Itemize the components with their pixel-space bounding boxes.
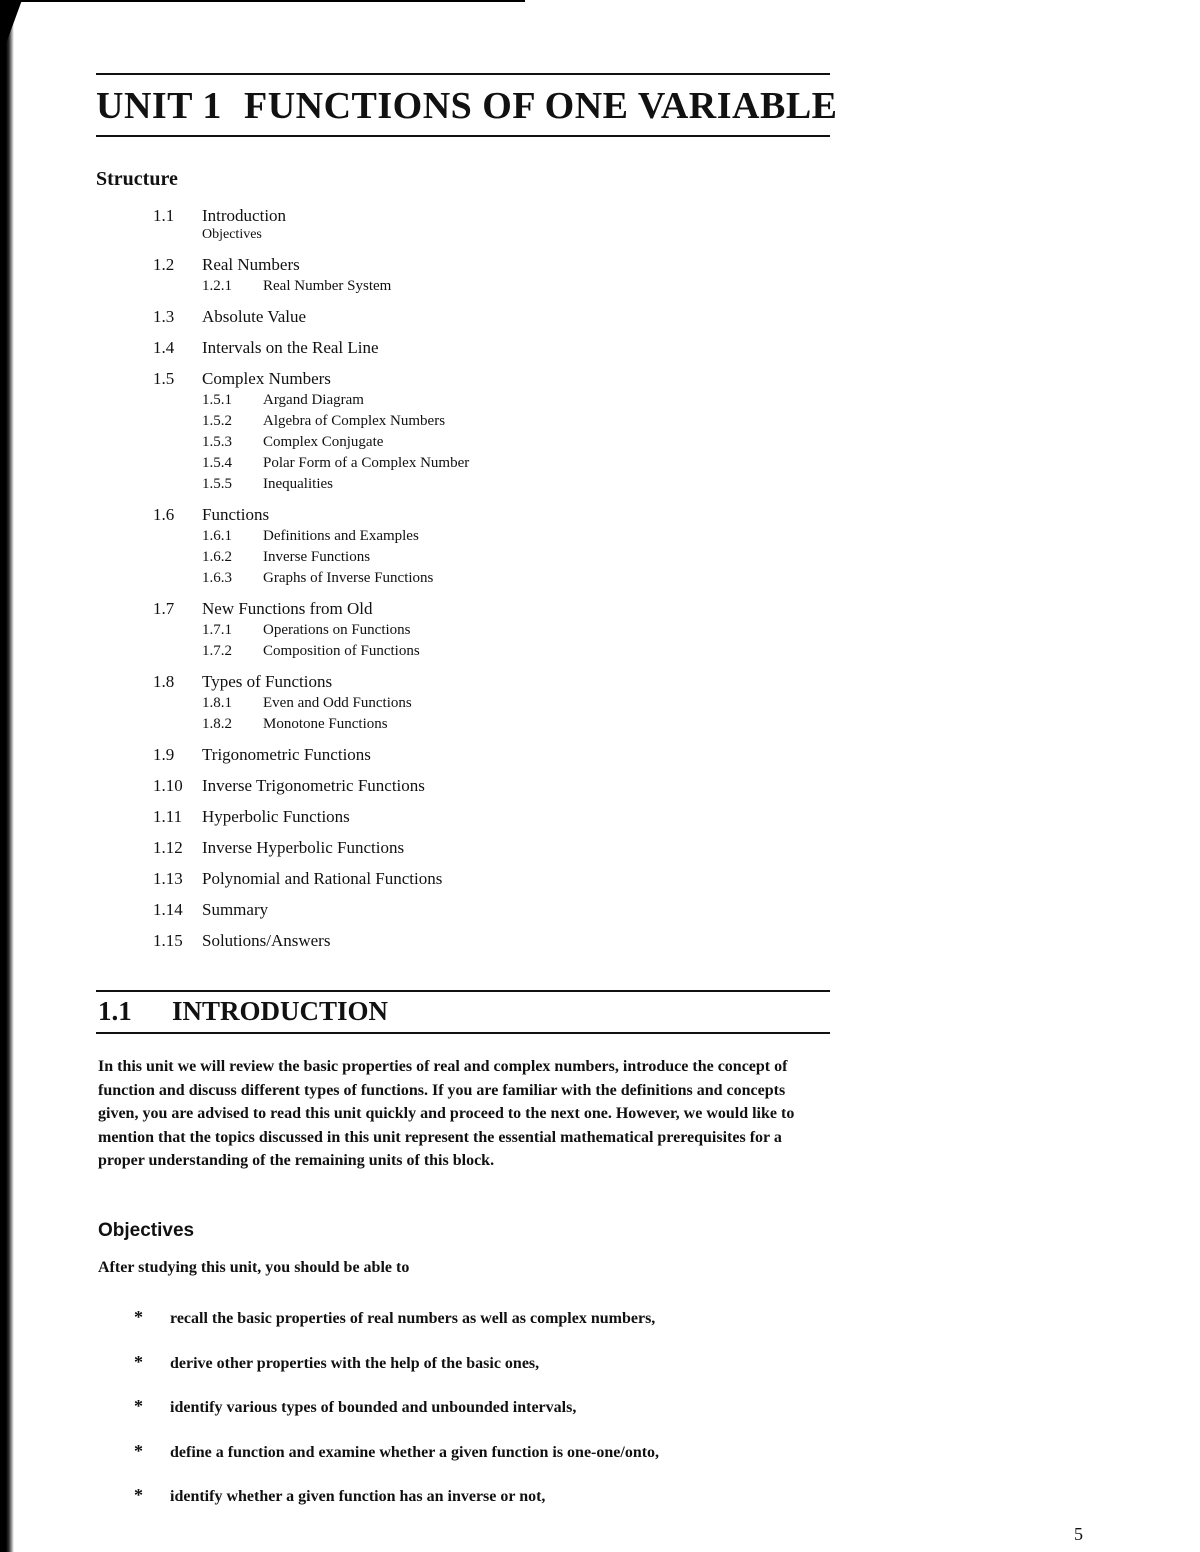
toc-entry-number: 1.11 xyxy=(153,807,183,826)
toc-subentry-number: 1.5.3 xyxy=(202,434,232,450)
toc-subentry xyxy=(153,568,753,589)
toc-subentry xyxy=(153,547,753,568)
toc-entry-title: Hyperbolic Functions xyxy=(202,807,350,826)
toc-entry-title: Real Numbers xyxy=(202,255,300,274)
toc-entry xyxy=(153,836,753,859)
objective-item xyxy=(134,1306,814,1351)
toc-entry-note: Objectives xyxy=(202,227,262,242)
toc-entry xyxy=(153,867,753,890)
toc-entry xyxy=(153,305,753,328)
bullet-asterisk: * xyxy=(134,1307,143,1327)
toc-subentry-title: Graphs of Inverse Functions xyxy=(263,570,434,586)
toc-entry-number: 1.5 xyxy=(153,369,175,388)
toc-subentry xyxy=(153,714,753,735)
unit-title xyxy=(96,84,838,128)
toc-entry-number: 1.10 xyxy=(153,776,183,795)
toc-section xyxy=(153,253,753,297)
toc-entry-number: 1.8 xyxy=(153,672,175,691)
toc-section xyxy=(153,898,753,921)
toc-entry xyxy=(153,367,753,390)
toc-subentry-number: 1.2.1 xyxy=(202,278,232,294)
introduction-number: 1.1 xyxy=(98,996,132,1026)
toc-subentry-title: Algebra of Complex Numbers xyxy=(263,413,446,429)
toc-subentry-number: 1.6.3 xyxy=(202,570,232,586)
toc-section xyxy=(153,367,753,495)
toc-subentry-title: Operations on Functions xyxy=(263,622,411,638)
toc-entry xyxy=(153,805,753,828)
toc-entry-number: 1.7 xyxy=(153,599,175,618)
toc-entry xyxy=(153,774,753,797)
toc-subentry-number: 1.5.5 xyxy=(202,476,232,492)
toc-subentry-title: Monotone Functions xyxy=(263,716,388,732)
toc-entry-number: 1.2 xyxy=(153,255,175,274)
toc-section xyxy=(153,743,753,766)
toc-entry-number: 1.14 xyxy=(153,900,183,919)
toc-subentry-number: 1.8.1 xyxy=(202,695,232,711)
introduction-paragraph: In this unit we will review the basic properties of real and complex numbers, introduce the concept of function and discuss different types of functions. If you are familiar with the definitions and concepts given, you are advised to read this unit quickly and proceed to the next one. However, we would like to mention that the topics discussed in this unit represent the essential mathematical prerequisites for a proper understanding of the remaining units of this block. xyxy=(98,1058,795,1169)
bullet-asterisk: * xyxy=(134,1351,143,1372)
toc-subentry-title: Even and Odd Functions xyxy=(263,695,412,711)
toc-entry xyxy=(153,503,753,526)
toc-section xyxy=(153,805,753,828)
toc-subentry-number: 1.5.1 xyxy=(202,392,232,408)
objective-item xyxy=(134,1440,814,1485)
objectives-list xyxy=(134,1306,814,1529)
toc-section xyxy=(153,867,753,890)
bullet-asterisk: * xyxy=(134,1440,143,1461)
objective-item xyxy=(134,1484,814,1529)
objective-text: derive other properties with the help of the basic ones, xyxy=(170,1354,540,1372)
unit-number: UNIT 1 xyxy=(96,85,222,127)
toc-subentry xyxy=(153,526,753,547)
toc-subentry xyxy=(153,474,753,495)
toc-subentry-number: 1.5.4 xyxy=(202,455,232,471)
objective-item xyxy=(134,1395,814,1440)
unit-title-bottom-rule xyxy=(96,135,830,137)
toc-entry-title: Inverse Trigonometric Functions xyxy=(202,776,425,795)
objective-text: recall the basic properties of real numbers as well as complex numbers, xyxy=(170,1310,656,1327)
toc-subentry xyxy=(153,432,753,453)
toc-entry xyxy=(153,929,753,952)
toc-subentry-number: 1.7.1 xyxy=(202,622,232,638)
toc-subentry-number: 1.5.2 xyxy=(202,413,232,429)
toc-entry-number: 1.1 xyxy=(153,206,175,225)
toc-subentry xyxy=(153,620,753,641)
toc-subentry xyxy=(153,276,753,297)
toc-subentry xyxy=(153,641,753,662)
toc-entry-title: Polynomial and Rational Functions xyxy=(202,869,443,888)
toc-entry-number: 1.12 xyxy=(153,838,183,857)
toc-entry xyxy=(153,670,753,693)
toc-entry-title: Intervals on the Real Line xyxy=(202,338,379,357)
toc-subentry xyxy=(153,453,753,474)
toc-entry-title: New Functions from Old xyxy=(202,599,373,618)
scan-edge-shadow xyxy=(0,0,14,1552)
toc-entry-title: Summary xyxy=(202,900,269,919)
toc-subentry-title: Definitions and Examples xyxy=(263,528,419,544)
toc-section xyxy=(153,305,753,328)
bullet-asterisk: * xyxy=(134,1485,143,1505)
unit-title-text: FUNCTIONS OF ONE VARIABLE xyxy=(244,85,838,127)
toc-entry-number: 1.6 xyxy=(153,505,175,524)
toc-entry-title: Trigonometric Functions xyxy=(202,745,371,764)
toc-entry-title: Complex Numbers xyxy=(202,369,331,388)
intro-bottom-rule xyxy=(96,1032,830,1034)
toc-section xyxy=(153,597,753,662)
top-scan-rule xyxy=(15,0,525,2)
scan-corner-shadow xyxy=(0,0,22,60)
toc-subentry-number: 1.8.2 xyxy=(202,716,232,732)
objective-text: identify various types of bounded and unbounded intervals, xyxy=(170,1399,577,1416)
bullet-asterisk: * xyxy=(134,1396,143,1416)
toc-section xyxy=(153,204,753,245)
toc-subentry xyxy=(153,411,753,432)
toc-entry xyxy=(153,253,753,276)
objective-text: define a function and examine whether a given function is one-one/onto, xyxy=(170,1443,660,1461)
toc-entry xyxy=(153,898,753,921)
toc-subentry-title: Inverse Functions xyxy=(263,549,371,565)
toc-entry-title: Solutions/Answers xyxy=(202,931,331,950)
toc-entry-title: Absolute Value xyxy=(202,307,307,326)
page-number: 5 xyxy=(1074,1524,1083,1544)
toc-subentry-title: Argand Diagram xyxy=(263,392,364,408)
toc-section xyxy=(153,836,753,859)
toc-subentry xyxy=(153,390,753,411)
toc-subentry-title: Real Number System xyxy=(263,278,392,294)
toc-subentry-title: Complex Conjugate xyxy=(263,434,384,450)
table-of-contents xyxy=(153,204,753,960)
toc-entry-number: 1.4 xyxy=(153,338,175,357)
unit-title-top-rule xyxy=(96,73,830,75)
toc-entry xyxy=(153,204,753,227)
toc-entry-title: Functions xyxy=(202,505,270,524)
intro-top-rule xyxy=(96,990,830,992)
toc-entry-number: 1.15 xyxy=(153,931,183,950)
toc-section xyxy=(153,503,753,589)
toc-subentry-title: Polar Form of a Complex Number xyxy=(263,455,470,471)
toc-section xyxy=(153,670,753,735)
toc-entry xyxy=(153,743,753,766)
toc-subentry-title: Inequalities xyxy=(263,476,333,492)
objective-item xyxy=(134,1351,814,1396)
toc-subentry-number: 1.6.1 xyxy=(202,528,232,544)
toc-section xyxy=(153,336,753,359)
toc-entry-title: Types of Functions xyxy=(202,672,333,691)
toc-subentry xyxy=(153,693,753,714)
toc-entry-title: Inverse Hyperbolic Functions xyxy=(202,838,405,857)
objectives-heading: Objectives xyxy=(98,1220,195,1241)
toc-entry-number: 1.13 xyxy=(153,869,183,888)
toc-subentry-title: Composition of Functions xyxy=(263,643,420,659)
toc-entry-title: Introduction xyxy=(202,206,287,225)
toc-entry-number: 1.3 xyxy=(153,307,175,326)
toc-subentry-number: 1.6.2 xyxy=(202,549,232,565)
toc-section xyxy=(153,929,753,952)
structure-heading: Structure xyxy=(96,168,178,190)
toc-entry xyxy=(153,336,753,359)
toc-section xyxy=(153,774,753,797)
toc-entry-number: 1.9 xyxy=(153,745,175,764)
toc-subentry-number: 1.7.2 xyxy=(202,643,232,659)
toc-entry xyxy=(153,597,753,620)
objectives-intro: After studying this unit, you should be able to xyxy=(98,1259,410,1276)
objective-text: identify whether a given function has an inverse or not, xyxy=(170,1488,546,1505)
introduction-heading xyxy=(98,996,388,1027)
introduction-heading-text: INTRODUCTION xyxy=(172,996,389,1026)
